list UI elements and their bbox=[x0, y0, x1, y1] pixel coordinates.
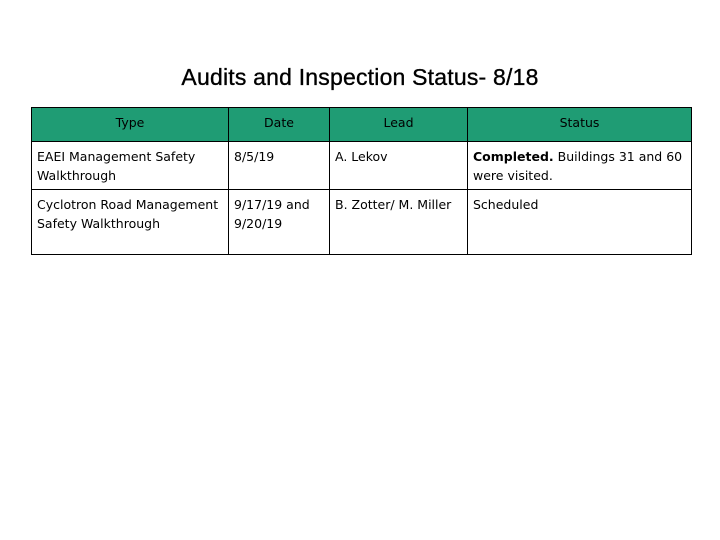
cell-status bbox=[468, 142, 692, 190]
column-header-status: Status bbox=[468, 108, 692, 142]
table-row bbox=[32, 190, 692, 255]
cell-date: 8/5/19 bbox=[229, 142, 330, 190]
cell-status bbox=[468, 190, 692, 255]
slide-title: Audits and Inspection Status- 8/18 bbox=[181, 64, 539, 90]
audit-status-table bbox=[31, 107, 692, 255]
status-detail: Buildings 31 and 60 were visited. bbox=[473, 149, 683, 183]
cell-type: Cyclotron Road Management Safety Walkthrough bbox=[32, 190, 229, 255]
status-keyword: Completed. bbox=[473, 149, 554, 164]
status-detail: Scheduled bbox=[473, 197, 539, 212]
column-header-type: Type bbox=[32, 108, 229, 142]
cell-lead: B. Zotter/ M. Miller bbox=[330, 190, 468, 255]
table-header-row bbox=[32, 108, 692, 142]
table-row bbox=[32, 142, 692, 190]
column-header-date: Date bbox=[229, 108, 330, 142]
column-header-lead: Lead bbox=[330, 108, 468, 142]
cell-date: 9/17/19 and 9/20/19 bbox=[229, 190, 330, 255]
cell-lead: A. Lekov bbox=[330, 142, 468, 190]
cell-type: EAEI Management Safety Walkthrough bbox=[32, 142, 229, 190]
